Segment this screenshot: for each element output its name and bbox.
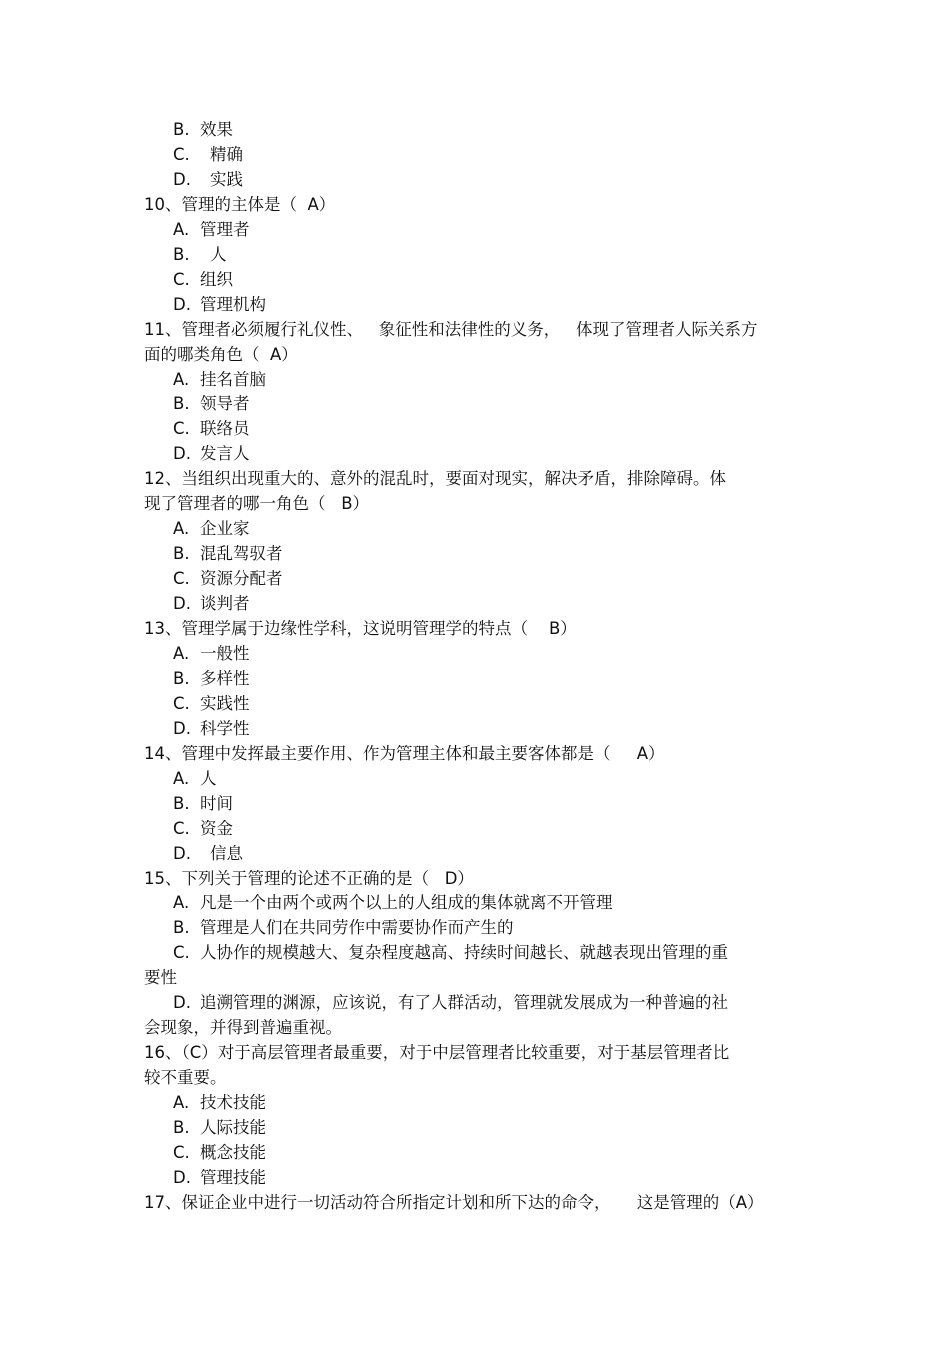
option-line <box>173 516 833 541</box>
option-text: 管理者 <box>200 219 250 239</box>
option-letter: D. <box>173 993 191 1013</box>
option-letter: B. <box>173 394 190 414</box>
option-line <box>173 666 833 691</box>
option-line <box>173 242 833 267</box>
option-line <box>173 791 833 816</box>
option-text: 多样性 <box>200 668 250 688</box>
continuation-line: 会现象，并得到普遍重视。 <box>144 1018 342 1038</box>
option-line <box>173 416 833 441</box>
option-line <box>173 1090 833 1115</box>
option-text: 挂名首脑 <box>200 369 266 389</box>
continuation-line: 现了管理者的哪一角色（ B） <box>144 494 370 514</box>
option-text: 人协作的规模越大、复杂程度越高、持续时间越长、就越表现出管理的重 <box>200 943 728 963</box>
option-letter: D. <box>173 169 191 189</box>
question-line: 10、管理的主体是（ A） <box>144 194 336 214</box>
option-letter: A. <box>173 1093 190 1113</box>
option-text: 人际技能 <box>200 1118 266 1137</box>
option-line <box>173 841 833 866</box>
option-text: 谈判者 <box>200 594 250 614</box>
option-letter: A. <box>173 219 190 239</box>
option-letter: B. <box>173 544 190 564</box>
question-line: 14、管理中发挥最主要作用、作为管理主体和最主要客体都是（ A） <box>144 743 665 763</box>
option-line <box>173 990 833 1015</box>
option-letter: A. <box>173 893 190 913</box>
option-line <box>173 915 833 940</box>
option-text: 时间 <box>200 793 233 813</box>
option-text: 精确 <box>210 144 243 164</box>
option-line <box>173 292 833 317</box>
option-letter: A. <box>173 369 190 389</box>
option-letter: B. <box>173 244 190 264</box>
option-line <box>173 566 833 591</box>
option-line <box>173 1165 833 1190</box>
option-letter: C. <box>173 943 190 963</box>
option-text: 发言人 <box>200 444 250 464</box>
option-letter: C. <box>173 693 190 713</box>
question-line: 16、（C）对于高层管理者最重要，对于中层管理者比较重要，对于基层管理者比 <box>144 1043 730 1063</box>
option-text: 一般性 <box>200 643 250 663</box>
option-letter: D. <box>173 294 191 314</box>
option-text: 资源分配者 <box>200 569 283 589</box>
option-text: 追溯管理的渊源，应该说，有了人群活动，管理就发展成为一种普遍的社 <box>200 993 728 1013</box>
option-letter: C. <box>173 1142 190 1162</box>
question-line: 13、管理学属于边缘性学科，这说明管理学的特点（ B） <box>144 619 577 638</box>
option-line <box>173 716 833 741</box>
option-line <box>173 890 833 915</box>
option-text: 管理是人们在共同劳作中需要协作而产生的 <box>200 918 514 938</box>
question-line: 15、下列关于管理的论述不正确的是（ D） <box>144 868 474 888</box>
continuation-line: 要性 <box>144 968 177 988</box>
option-letter: D. <box>173 843 191 863</box>
option-line <box>173 816 833 841</box>
option-text: 组织 <box>200 269 233 289</box>
option-letter: D. <box>173 1167 191 1187</box>
option-text: 资金 <box>200 818 233 838</box>
option-text: 科学性 <box>200 718 250 738</box>
option-line <box>173 217 833 242</box>
option-letter: B. <box>173 1118 190 1137</box>
option-letter: C. <box>173 419 190 439</box>
option-line <box>173 167 833 192</box>
option-letter: D. <box>173 718 191 738</box>
option-text: 人 <box>200 768 217 788</box>
question-line: 17、保证企业中进行一切活动符合所指定计划和所下达的命令， 这是管理的（A） <box>144 1192 764 1212</box>
option-text: 管理机构 <box>200 294 266 314</box>
option-text: 概念技能 <box>200 1142 266 1162</box>
option-text: 领导者 <box>200 394 250 414</box>
option-line <box>173 940 833 965</box>
option-letter: B. <box>173 668 190 688</box>
option-line <box>173 441 833 466</box>
continuation-line: 较不重要。 <box>144 1068 227 1088</box>
option-text: 联络员 <box>200 419 250 439</box>
question-line: 11、管理者必须履行礼仪性、 象征性和法律性的义务， 体现了管理者人际关系方 <box>144 319 758 339</box>
option-text: 人 <box>210 244 227 264</box>
question-line: 12、当组织出现重大的、意外的混乱时，要面对现实，解决矛盾，排除障碍。体 <box>144 469 726 489</box>
option-letter: B. <box>173 793 190 813</box>
option-text: 企业家 <box>200 519 250 539</box>
option-text: 管理技能 <box>200 1167 266 1187</box>
option-letter: C. <box>173 144 190 164</box>
option-letter: D. <box>173 444 191 464</box>
option-text: 实践 <box>210 169 243 189</box>
option-letter: A. <box>173 643 190 663</box>
option-text: 效果 <box>200 120 233 139</box>
option-line <box>173 691 833 716</box>
option-line <box>173 267 833 292</box>
option-line <box>173 1140 833 1165</box>
option-letter: C. <box>173 269 190 289</box>
option-line <box>173 142 833 167</box>
option-line <box>173 391 833 416</box>
option-line <box>173 641 833 666</box>
option-text: 信息 <box>210 843 243 863</box>
option-line <box>173 1115 833 1140</box>
option-letter: A. <box>173 519 190 539</box>
option-letter: C. <box>173 818 190 838</box>
option-line <box>173 367 833 392</box>
option-line <box>173 541 833 566</box>
option-line <box>173 591 833 616</box>
option-letter: A. <box>173 768 190 788</box>
option-letter: C. <box>173 569 190 589</box>
option-line <box>173 766 833 791</box>
continuation-line: 面的哪类角色（ A） <box>144 344 298 364</box>
option-text: 凡是一个由两个或两个以上的人组成的集体就离不开管理 <box>200 893 613 913</box>
option-line <box>173 117 833 142</box>
option-letter: B. <box>173 918 190 938</box>
option-letter: B. <box>173 120 190 139</box>
option-text: 实践性 <box>200 693 250 713</box>
option-text: 技术技能 <box>200 1093 266 1113</box>
option-text: 混乱驾驭者 <box>200 544 283 564</box>
option-letter: D. <box>173 594 191 614</box>
